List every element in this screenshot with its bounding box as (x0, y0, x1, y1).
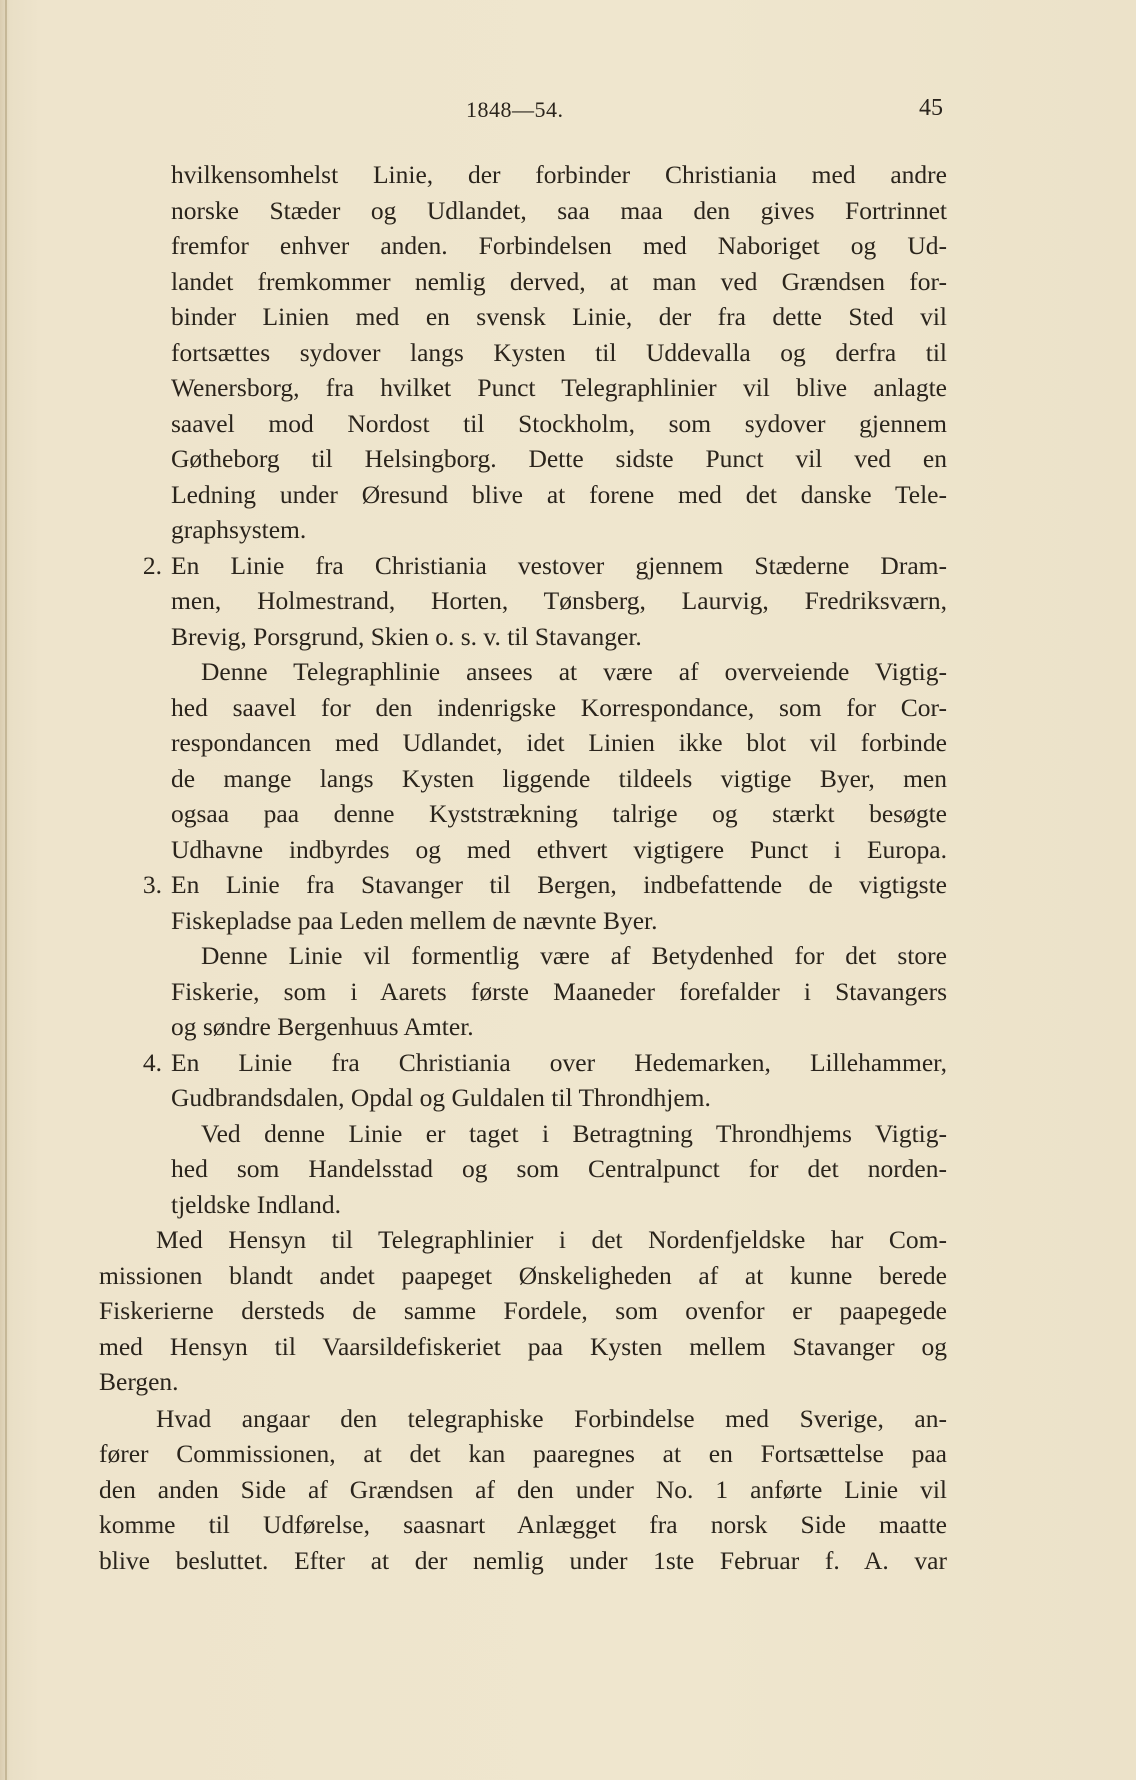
text-line: fortsættes sydover langs Kysten til Uddevalla og derfra til (171, 338, 947, 367)
text-line: Brevig, Porsgrund, Skien o. s. v. til Stavanger. (171, 622, 642, 651)
text-line: Fiskerie, som i Aarets første Maaneder forefalder i Stavangers (171, 977, 947, 1006)
text-line: tjeldske Indland. (171, 1190, 341, 1219)
text-line: Gøtheborg til Helsingborg. Dette sidste Punct vil ved en (171, 444, 947, 473)
text-line: graphsystem. (171, 515, 307, 544)
text-line: respondancen med Udlandet, idet Linien ikke blot vil forbinde (171, 728, 947, 757)
text-line: fremfor enhver anden. Forbindelsen med Naboriget og Ud- (171, 231, 947, 260)
text-line: Fiskerierne dersteds de samme Fordele, som ovenfor er paapegede (99, 1296, 947, 1325)
text-line: Wenersborg, fra hvilket Punct Telegraphlinier vil blive anlagte (171, 373, 947, 402)
text-line: landet fremkommer nemlig derved, at man ved Grændsen for- (171, 267, 947, 296)
text-line: norske Stæder og Udlandet, saa maa den gives Fortrinnet (171, 196, 947, 225)
text-line: Denne Linie vil formentlig være af Betydenhed for det store (201, 941, 947, 970)
binding-edge (5, 0, 7, 1780)
text-line: binder Linien med en svensk Linie, der fra dette Sted vil (171, 302, 947, 331)
text-line: Bergen. (99, 1367, 179, 1396)
text-line: den anden Side af Grændsen af den under No. 1 anførte Linie vil (99, 1475, 947, 1504)
text-line: saavel mod Nordost til Stockholm, som sydover gjennem (171, 409, 947, 438)
text-line: men, Holmestrand, Horten, Tønsberg, Laurvig, Fredriksværn, (171, 586, 947, 615)
list-number: 4. (142, 1048, 162, 1077)
text-line: Med Hensyn til Telegraphlinier i det Nordenfjeldske har Com- (156, 1225, 947, 1254)
text-line: Gudbrandsdalen, Opdal og Guldalen til Throndhjem. (171, 1083, 711, 1112)
text-line: hed saavel for den indenrigske Korrespondance, som for Cor- (171, 693, 947, 722)
text-line: Ledning under Øresund blive at forene med det danske Tele- (171, 480, 947, 509)
list-number: 3. (142, 870, 162, 899)
text-line: og søndre Bergenhuus Amter. (171, 1012, 474, 1041)
text-line: hed som Handelsstad og som Centralpunct for det norden- (171, 1154, 947, 1183)
text-line: missionen blandt andet paapeget Ønskeligheden af at kunne berede (99, 1261, 947, 1290)
text-line: Hvad angaar den telegraphiske Forbindelse med Sverige, an- (156, 1404, 947, 1433)
text-line: blive besluttet. Efter at der nemlig under 1ste Februar f. A. var (99, 1546, 947, 1575)
text-line: hvilkensomhelst Linie, der forbinder Christiania med andre (171, 160, 947, 189)
list-number: 2. (142, 551, 162, 580)
text-line: Ved denne Linie er taget i Betragtning Throndhjems Vigtig- (201, 1119, 947, 1148)
text-line: fører Commissionen, at det kan paaregnes at en Fortsættelse paa (99, 1439, 947, 1468)
text-line: Udhavne indbyrdes og med ethvert vigtigere Punct i Europa. (171, 835, 947, 864)
text-line: med Hensyn til Vaarsildefiskeriet paa Kysten mellem Stavanger og (99, 1332, 947, 1361)
text-line: En Linie fra Stavanger til Bergen, indbefattende de vigtigste (171, 870, 947, 899)
running-head: 1848—54. (466, 97, 564, 122)
text-line: komme til Udførelse, saasnart Anlægget fra norsk Side maatte (99, 1510, 947, 1539)
text-line: Fiskepladse paa Leden mellem de nævnte Byer. (171, 906, 658, 935)
text-line: En Linie fra Christiania over Hedemarken, Lillehammer, (171, 1048, 947, 1077)
page-number: 45 (919, 95, 943, 121)
text-line: En Linie fra Christiania vestover gjennem Stæderne Dram- (171, 551, 947, 580)
text-line: de mange langs Kysten liggende tildeels vigtige Byer, men (171, 764, 947, 793)
text-line: ogsaa paa denne Kyststrækning talrige og stærkt besøgte (171, 799, 947, 828)
text-line: Denne Telegraphlinie ansees at være af overveiende Vigtig- (201, 657, 947, 686)
